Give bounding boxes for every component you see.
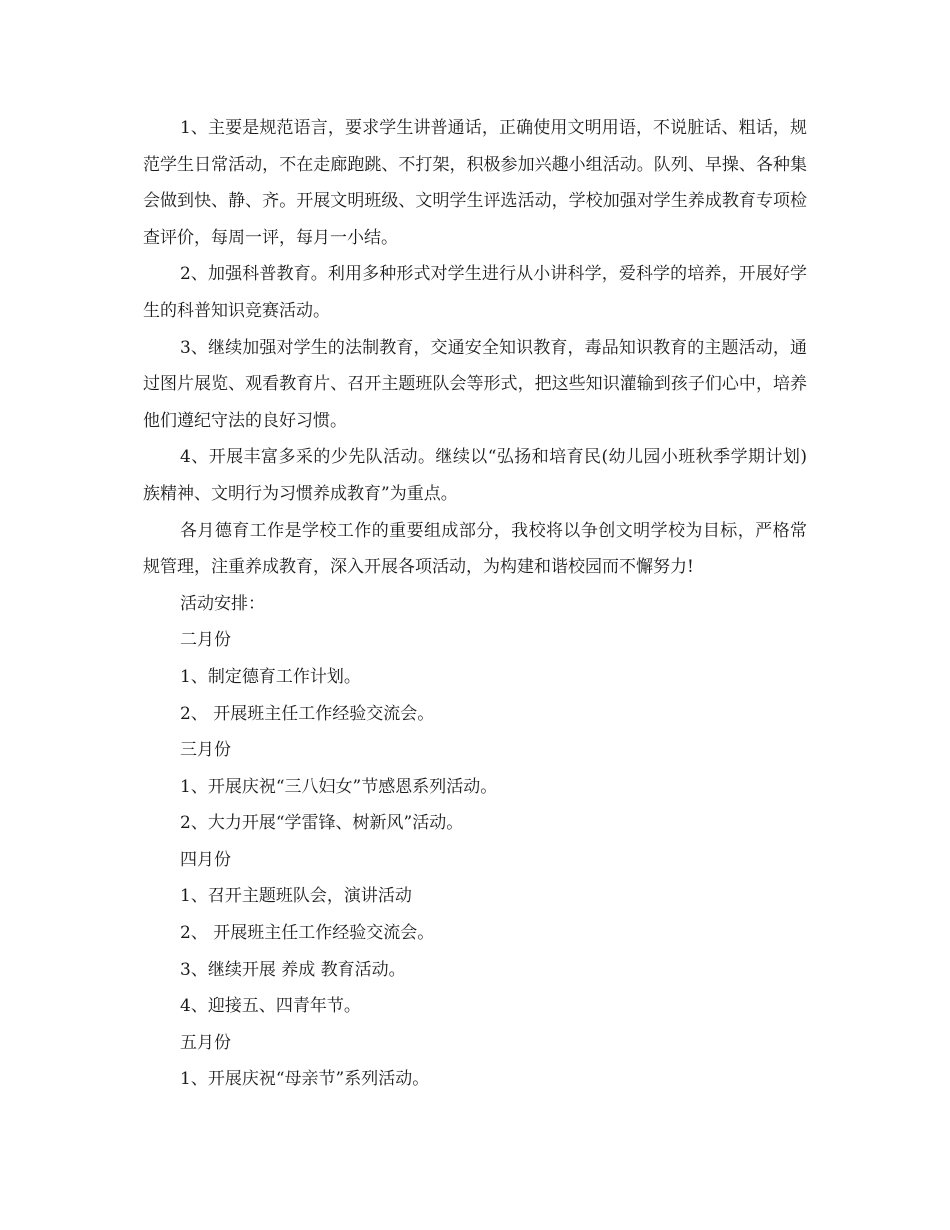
list-item: 3、继续开展 养成 教育活动。 <box>180 959 406 980</box>
list-item: 1、制定德育工作计划。 <box>180 666 361 687</box>
list-item: 2、 开展班主任工作经验交流会。 <box>180 923 435 944</box>
document-body <box>143 110 807 1098</box>
month-heading-apr: 四月份 <box>180 849 231 870</box>
month-heading-mar: 三月份 <box>180 740 231 761</box>
month-heading-may: 五月份 <box>180 1032 231 1053</box>
paragraph-1: 1、主要是规范语言，要求学生讲普通话，正确使用文明用语，不说脏话、粗话，规范学生日常活动，不在走廊跑跳、不打架，积极参加兴趣小组活动。队列、早操、各种集会做到快、静、齐。开展文明班级、文明学生评选活动，学校加强对学生养成教育专项检查评价，每周一评，每月一小结。 <box>143 118 807 248</box>
paragraph-3: 3、继续加强对学生的法制教育，交通安全知识教育，毒品知识教育的主题活动，通过图片展览、观看教育片、召开主题班队会等形式，把这些知识灌输到孩子们心中，培养他们遵纪守法的良好习惯。 <box>143 337 807 431</box>
list-item: 1、开展庆祝“母亲节”系列活动。 <box>180 1069 430 1090</box>
list-item: 2、 开展班主任工作经验交流会。 <box>180 703 435 724</box>
list-item: 1、召开主题班队会，演讲活动 <box>180 886 412 907</box>
list-item: 2、大力开展“学雷锋、树新风”活动。 <box>180 813 464 834</box>
month-heading-feb: 二月份 <box>180 630 231 651</box>
list-item: 4、迎接五、四青年节。 <box>180 996 361 1017</box>
paragraph-2: 2、加强科普教育。利用多种形式对学生进行从小讲科学，爱科学的培养，开展好学生的科普知识竞赛活动。 <box>143 264 807 321</box>
list-item: 1、开展庆祝“三八妇女”节感恩系列活动。 <box>180 776 498 797</box>
schedule-heading: 活动安排： <box>180 593 265 614</box>
paragraph-4: 4、开展丰富多采的少先队活动。继续以“弘扬和培育民(幼儿园小班秋季学期计划)族精神、文明行为习惯养成教育”为重点。 <box>143 447 807 504</box>
paragraph-5: 各月德育工作是学校工作的重要组成部分，我校将以争创文明学校为目标，严格常规管理，注重养成教育，深入开展各项活动，为构建和谐校园而不懈努力! <box>143 520 807 578</box>
